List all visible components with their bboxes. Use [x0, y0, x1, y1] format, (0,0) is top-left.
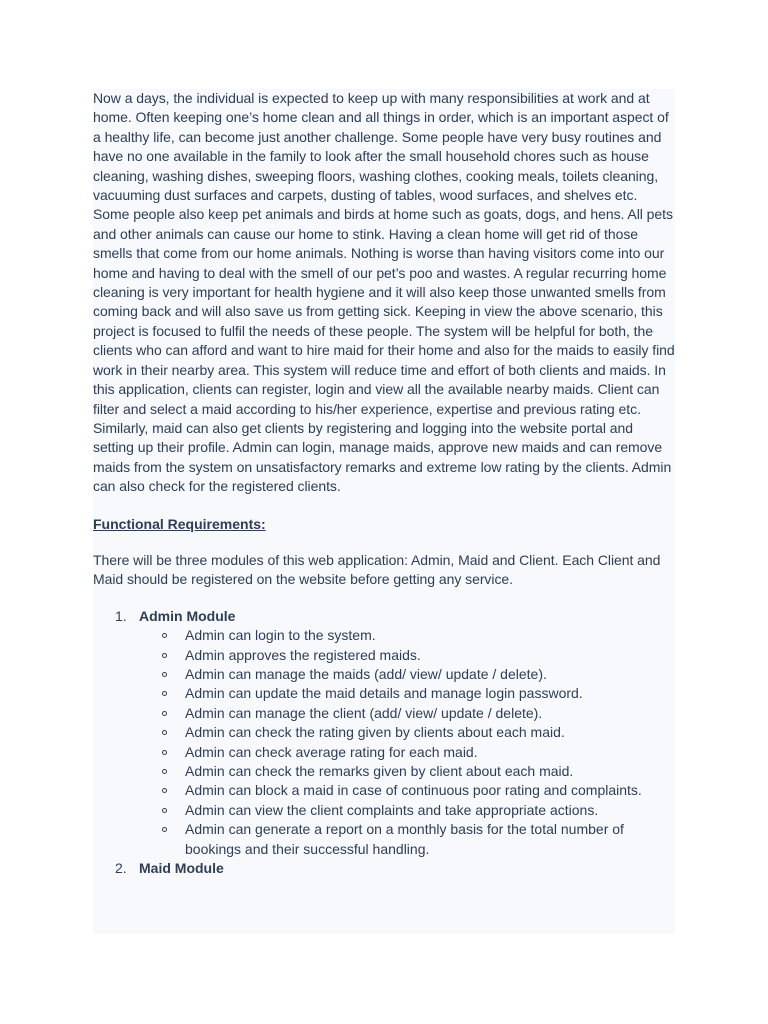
- list-item: [139, 704, 675, 723]
- list-item-text: Admin can check the remarks given by client about each maid.: [185, 763, 574, 779]
- list-item: [139, 723, 675, 742]
- circle-bullet-icon: [162, 808, 167, 813]
- functional-requirements-heading: Functional Requirements:: [93, 515, 266, 532]
- list-item: [139, 781, 675, 800]
- circle-bullet-icon: [162, 633, 167, 638]
- list-item: [139, 801, 675, 820]
- document-content: [93, 89, 675, 934]
- modules-intro-paragraph: There will be three modules of this web application: Admin, Maid and Client. Each Client and Maid should be registered on the website before getting any service.: [93, 551, 661, 588]
- list-item-text: Admin can check average rating for each maid.: [185, 743, 478, 760]
- list-item-text: Admin can block a maid in case of continuous poor rating and complaints.: [185, 782, 642, 799]
- list-item-text: Admin can login to the system.: [185, 627, 376, 644]
- circle-bullet-icon: [162, 788, 167, 793]
- list-item: [139, 743, 675, 762]
- module-number: 2.: [115, 860, 127, 877]
- intro-paragraph: Now a days, the individual is expected to keep up with many responsibilities at work and at home. Often keeping one’s home clean and all things in order, which is an important aspect of a healthy life, can become just another challenge. Some people have very busy routines and have no one available in the family to look after the small household chores such as house cleaning, washing dishes, sweeping floors, washing clothes, cooking meals, toilets cleaning, vacuuming dust surfaces and carpets, dusting of tables, wood surfaces, and shelves etc. Some people also keep pet animals and birds at home such as goats, dogs, and hens. All pets and other animals can cause our home to stink. Having a clean home will get rid of those smells that come from our home animals. Nothing is worse than having visitors come into our home and having to deal with the smell of our pet’s poo and wastes. A regular recurring home cleaning is very important for health hygiene and it will also keep those unwanted smells from coming back and will also save us from getting sick. Keeping in view the above scenario, this project is focused to fulfil the needs of these people. The system will be helpful for both, the clients who can afford and want to hire maid for their home and also for the maids to easily find work in their nearby area. This system will reduce time and effort of both clients and maids. In this application, clients can register, login and view all the available nearby maids. Client can filter and select a maid according to his/her experience, expertise and previous rating etc. Similarly, maid can also get clients by registering and logging into the website portal and setting up their profile. Admin can login, manage maids, approve new maids and can remove maids from the system on unsatisfactory remarks and extreme low rating by the clients. Admin can also check for the registered clients.: [93, 90, 675, 495]
- list-item: [139, 820, 675, 859]
- list-item-text: Admin can update the maid details and manage login password.: [185, 685, 583, 702]
- list-item: [139, 665, 675, 684]
- list-item-text: Admin can view the client complaints and take appropriate actions.: [185, 801, 599, 818]
- module-admin: [93, 607, 675, 859]
- circle-bullet-icon: [162, 769, 167, 774]
- list-item-text: Admin can manage the client (add/ view/ update / delete).: [185, 704, 543, 721]
- circle-bullet-icon: [162, 711, 167, 716]
- module-maid: [93, 859, 675, 878]
- list-item: [139, 684, 675, 703]
- module-list: [93, 607, 675, 879]
- circle-bullet-icon: [162, 730, 167, 735]
- circle-bullet-icon: [162, 750, 167, 755]
- list-item-text: Admin can manage the maids (add/ view/ update / delete).: [185, 665, 547, 682]
- list-item: [139, 762, 675, 781]
- admin-requirements-list: [139, 626, 675, 859]
- list-item-text: Admin can generate a report on a monthly basis for the total number of bookings and their successful handling.: [185, 821, 624, 857]
- list-item-text: Admin approves the registered maids.: [185, 646, 421, 663]
- circle-bullet-icon: [162, 653, 167, 658]
- list-item: [139, 626, 675, 645]
- circle-bullet-icon: [162, 827, 167, 832]
- list-item-text: Admin can check the rating given by clients about each maid.: [185, 724, 565, 741]
- circle-bullet-icon: [162, 691, 167, 696]
- module-title: Maid Module: [139, 860, 224, 877]
- module-number: 1.: [115, 607, 127, 624]
- list-item: [139, 646, 675, 665]
- circle-bullet-icon: [162, 672, 167, 677]
- module-title: Admin Module: [139, 607, 236, 624]
